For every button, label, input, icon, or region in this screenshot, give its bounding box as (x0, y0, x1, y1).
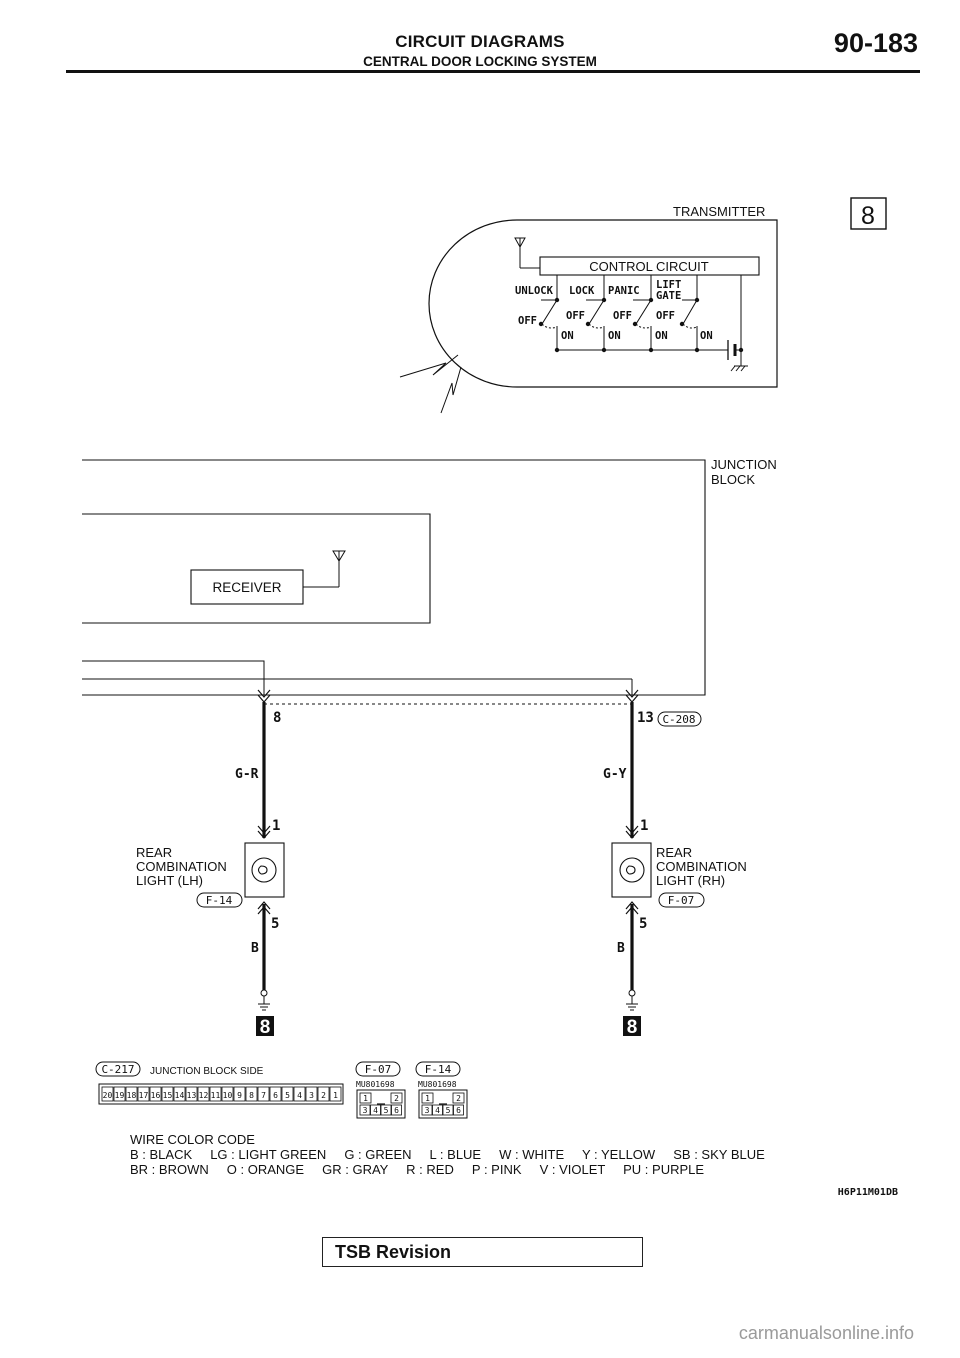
right-lamp-box (612, 843, 651, 897)
connector-c217-pin-label: 3 (309, 1091, 314, 1100)
switch-lock-label: LOCK (569, 285, 595, 297)
connector-f14-label: F-14 (424, 1063, 452, 1076)
connector-c217-pin-label: 18 (126, 1091, 137, 1100)
wire-color-code-line-1: B : BLACK LG : LIGHT GREEN G : GREEN L : BLUE W : WHITE Y : YELLOW SB : SKY BLUE (130, 1147, 765, 1162)
connector-c217-pin-label: 4 (297, 1091, 302, 1100)
connector-f07-pin-label: 2 (394, 1094, 399, 1103)
switch-liftgate-label-1: LIFT (656, 279, 682, 291)
right-ground-marker-text: 8 (626, 1017, 638, 1038)
connector-c217-pin-label: 12 (198, 1091, 209, 1100)
switch-lock-off: OFF (566, 310, 585, 322)
wire-color-code (130, 1132, 765, 1177)
control-circuit-label: CONTROL CIRCUIT (589, 259, 709, 274)
switch-unlock-off: OFF (518, 315, 537, 327)
connector-c217-pin-label: 9 (237, 1091, 242, 1100)
right-pin-lamp-in: 1 (640, 818, 649, 834)
connector-c217-label: C-217 (101, 1063, 135, 1076)
connector-f07-part: MU801698 (356, 1080, 395, 1089)
connector-c217-pin-label: 8 (249, 1091, 254, 1100)
switch-liftgate-on: ON (700, 330, 713, 342)
connector-f14-pin-label: 5 (445, 1106, 451, 1115)
connector-c217-pins (102, 1087, 341, 1101)
connector-f14-part: MU801698 (418, 1080, 457, 1089)
radio-signal-icon (400, 355, 461, 413)
switch-liftgate-label-2: GATE (656, 290, 682, 302)
left-pin-lamp-in: 1 (272, 818, 281, 834)
left-pin-top: 8 (273, 710, 282, 726)
connector-f07-pin-label: 1 (363, 1094, 368, 1103)
switch-panic-on: ON (655, 330, 668, 342)
left-wire-color: G-R (235, 767, 259, 782)
page-number: 90-183 (833, 28, 918, 58)
wire-color-code-title: WIRE COLOR CODE (130, 1132, 255, 1147)
right-lamp-icon (620, 858, 644, 882)
transmitter-label: TRANSMITTER (673, 204, 766, 219)
right-lamp-label-1: REAR (656, 845, 693, 860)
connector-f14-pin-label: 2 (456, 1094, 461, 1103)
connector-c217-pin-label: 17 (138, 1091, 149, 1100)
watermark: carmanualsonline.info (738, 1323, 914, 1343)
connector-c217-pin-label: 13 (186, 1091, 197, 1100)
left-lamp-label-1: REAR (136, 845, 173, 860)
junction-block-label-2: BLOCK (711, 472, 756, 487)
connector-c217-pin-label: 6 (273, 1091, 278, 1100)
figure-code: H6P11M01DB (837, 1187, 898, 1198)
right-wire-color: G-Y (603, 767, 627, 782)
left-ground-wire-color: B (251, 941, 259, 956)
connector-c217-pin-label: 10 (222, 1091, 233, 1100)
connector-f07-pin-label: 4 (373, 1106, 378, 1115)
junction-block-label-1: JUNCTION (711, 457, 777, 472)
page-subtitle: CENTRAL DOOR LOCKING SYSTEM (363, 54, 597, 69)
connector-c217-pin-label: 15 (162, 1091, 173, 1100)
connector-f07-pin-label: 5 (383, 1106, 389, 1115)
connector-f14-pin-label: 6 (456, 1106, 461, 1115)
connector-c217-pin-label: 14 (174, 1091, 185, 1100)
connector-c217 (96, 1062, 343, 1104)
connector-c217-side-label: JUNCTION BLOCK SIDE (150, 1066, 264, 1077)
left-lamp-icon (252, 858, 276, 882)
connector-f07 (356, 1062, 405, 1118)
left-ground-marker-text: 8 (259, 1017, 271, 1038)
connector-c217-pin-label: 16 (150, 1091, 161, 1100)
right-circuit (603, 702, 747, 1038)
left-circuit (136, 702, 284, 1038)
connector-c217-pin-label: 5 (285, 1091, 290, 1100)
page-marker (851, 198, 886, 230)
connector-f14-pin-label: 1 (425, 1094, 430, 1103)
left-lamp-label-2: COMBINATION (136, 859, 227, 874)
connector-c217-pin-label: 7 (261, 1091, 266, 1100)
transmitter-antenna-icon (515, 238, 540, 268)
right-ground-wire-color: B (617, 941, 625, 956)
right-pin-top: 13 (637, 710, 654, 726)
connector-c217-pin-label: 2 (321, 1091, 326, 1100)
transmitter (429, 204, 777, 387)
connector-c217-pin-label: 11 (210, 1091, 221, 1100)
tsb-revision-box (322, 1237, 643, 1267)
connector-f07-pin-label: 6 (394, 1106, 399, 1115)
connector-c217-pin-label: 1 (333, 1091, 338, 1100)
receiver-antenna-icon (303, 551, 345, 587)
left-ground-icon (258, 990, 270, 1010)
connector-f07-pin-label: 3 (362, 1106, 368, 1115)
receiver-label: RECEIVER (212, 580, 282, 595)
left-lamp-box (245, 843, 284, 897)
wire-color-code-line-2: BR : BROWN O : ORANGE GR : GRAY R : RED P : PINK V : VIOLET PU : PURPLE (130, 1162, 705, 1177)
right-ground-icon (626, 990, 638, 1010)
connector-f14-pin-label: 3 (424, 1106, 430, 1115)
switch-panic-off: OFF (613, 310, 632, 322)
left-pin-lamp-out: 5 (271, 916, 280, 932)
connector-c217-pin-label: 20 (102, 1091, 113, 1100)
connector-c208-label: C-208 (662, 713, 696, 726)
connector-f14-pin-label: 4 (435, 1106, 440, 1115)
switch-panic-label: PANIC (608, 285, 640, 297)
connector-f14 (416, 1062, 467, 1118)
left-connector-label: F-14 (205, 894, 233, 907)
page-marker-text: 8 (861, 202, 875, 230)
right-pin-lamp-out: 5 (639, 916, 648, 932)
switch-liftgate-off: OFF (656, 310, 675, 322)
tsb-revision-label: TSB Revision (335, 1242, 452, 1262)
right-lamp-label-3: LIGHT (RH) (656, 873, 726, 888)
right-lamp-label-2: COMBINATION (656, 859, 747, 874)
connector-f07-label: F-07 (364, 1063, 392, 1076)
connector-f07-face (357, 1090, 405, 1118)
switch-unlock-label: UNLOCK (515, 285, 553, 297)
switch-unlock-on: ON (561, 330, 574, 342)
junction-block (82, 457, 777, 704)
connector-c217-pin-label: 19 (114, 1091, 125, 1100)
connector-f14-face (419, 1090, 467, 1118)
page-title: CIRCUIT DIAGRAMS (395, 32, 565, 51)
right-connector-label: F-07 (667, 894, 695, 907)
left-lamp-label-3: LIGHT (LH) (136, 873, 203, 888)
switch-lock-on: ON (608, 330, 621, 342)
